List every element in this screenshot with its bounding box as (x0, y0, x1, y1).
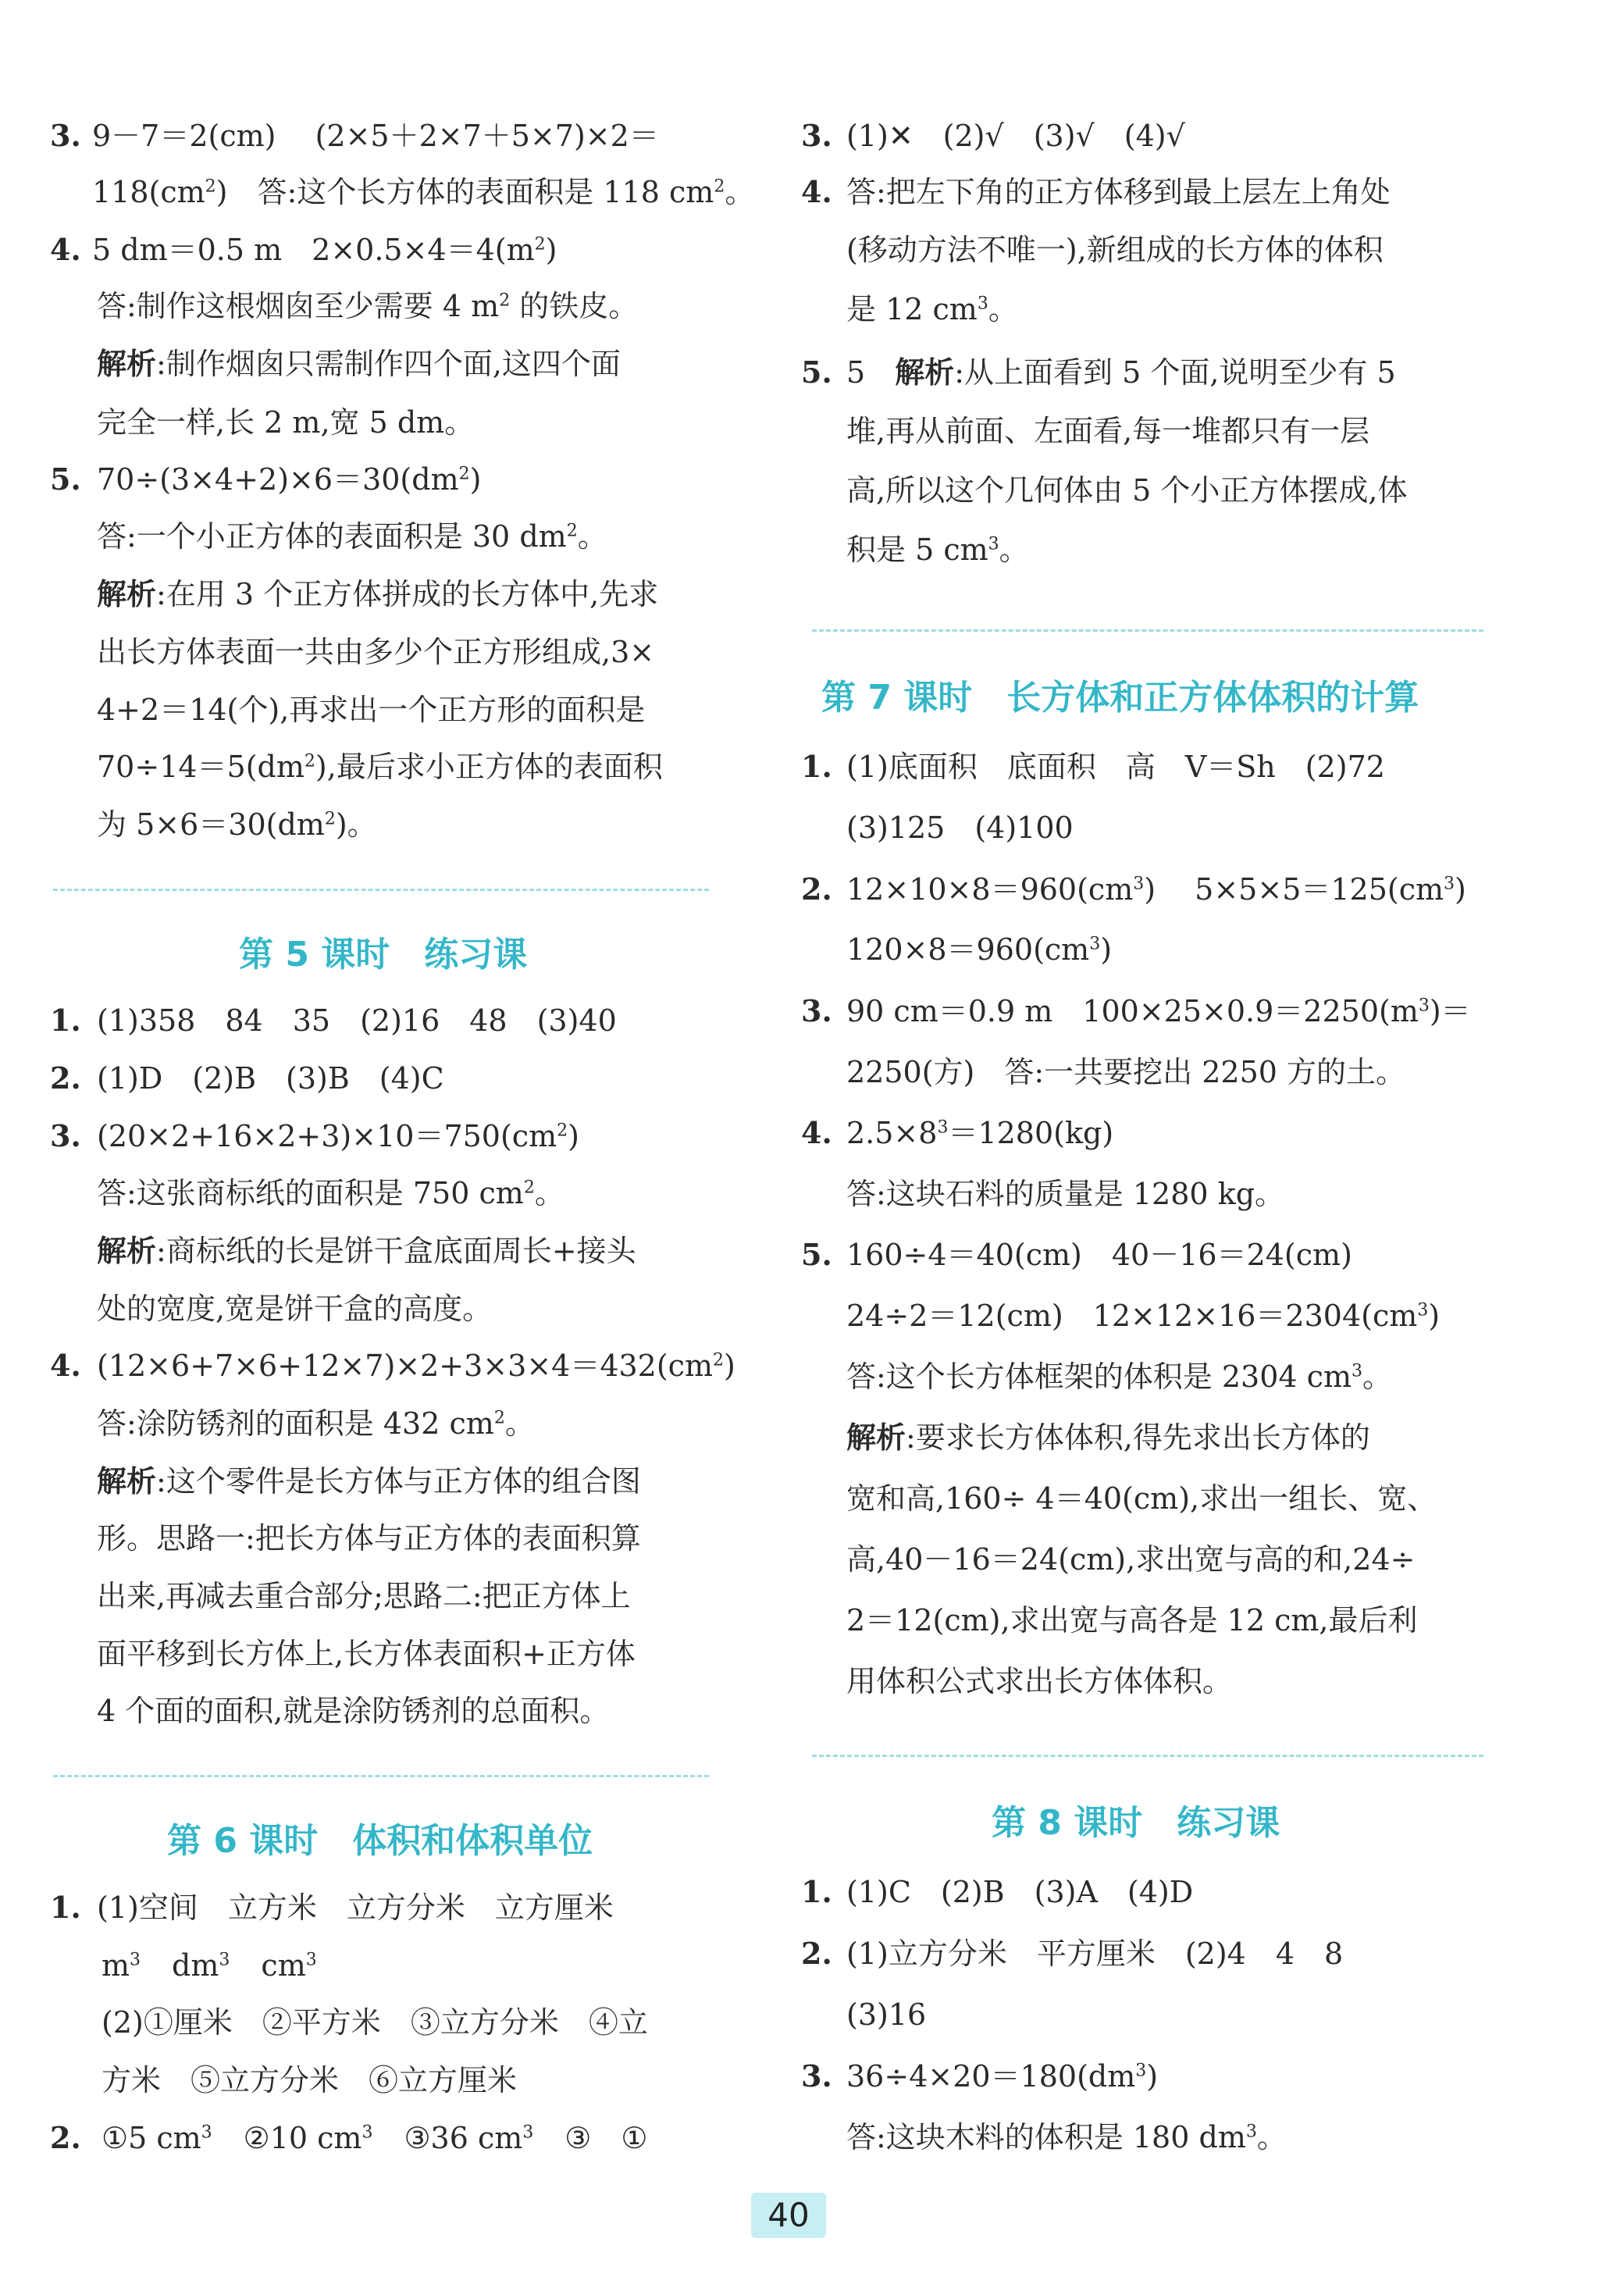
text-line: 5 dm＝0.5 m $2\times 0.5\times 4=4(m^2)$ (92, 233, 557, 267)
text-line: 为 $5\times 6=30(dm^2)$。 (97, 807, 377, 842)
analysis-label: 解析 (846, 1420, 906, 1455)
text-line: 处的宽度,宽是饼干盒的高度。 (97, 1292, 493, 1326)
item-number: 2. (801, 871, 832, 907)
section-divider (812, 629, 1483, 632)
text-line: (1)D (2)B (3)B (4)C (97, 1061, 444, 1096)
text-line: 答:这块石料的质量是 1280 kg。 (846, 1177, 1285, 1211)
text-line: (1)底面积 底面积 高 V＝Sh (2)72 (846, 750, 1385, 784)
lesson-heading: 第 8 课时 练习课 (992, 1803, 1280, 1843)
text-line: 积是 5 $cm^3$。 (846, 533, 1029, 567)
text-line: $m^3$ $dm^3$ $cm^3$ (102, 1948, 317, 1983)
analysis-label: 解析 (97, 577, 157, 611)
text-line: $12\times 10\times 8=960(cm^3)$ $5\times 5\times 5=125(cm^3)$ (846, 872, 1466, 907)
text-line: 答:这个长方体框架的体积是 2304 $cm^3$。 (846, 1360, 1393, 1394)
text-line: 5 解析:从上面看到 5 个面,说明至少有 5 (846, 355, 1396, 390)
text-line: 24÷2＝12(cm) $12\times 12\times 16=2304(cm^3)$ (846, 1299, 1441, 1333)
lesson-heading: 第 6 课时 体积和体积单位 (167, 1821, 593, 1861)
text-line: $2.5\times 8^3=1280(kg)$ (846, 1116, 1114, 1150)
text-line: (2)①厘米 ②平方米 ③立方分米 ④立 (102, 2005, 648, 2040)
item-number: 4. (801, 174, 832, 209)
lesson-heading: 第 7 课时 长方体和正方体体积的计算 (821, 678, 1419, 718)
text-line: (1)空间 立方米 立方分米 立方厘米 (97, 1890, 614, 1925)
item-number: 5. (801, 355, 832, 390)
text-line: 解析:要求长方体体积,得先求出长方体的 (846, 1420, 1370, 1455)
text-line: 出长方体表面一共由多少个正方形组成,3× (97, 635, 655, 669)
text-line: 答:涂防锈剂的面积是 432 $cm^2$。 (97, 1406, 535, 1441)
text-line: $(20\times 2+16\times 2+3)\times 10=750(cm^2)$ (97, 1119, 579, 1153)
text-line: 2＝12(cm),求出宽与高各是 12 cm,最后利 (846, 1603, 1418, 1637)
analysis-label: 解析 (97, 1464, 157, 1498)
text-line: 解析:制作烟囱只需制作四个面,这四个面 (97, 347, 621, 381)
text-line: 出来,再减去重合部分;思路二:把正方体上 (97, 1579, 631, 1613)
item-number: 1. (801, 749, 832, 784)
text-line: 2250(方) 答:一共要挖出 2250 方的土。 (846, 1055, 1406, 1089)
item-number: 4. (801, 1115, 832, 1150)
text-line: 4 个面的面积,就是涂防锈剂的总面积。 (97, 1694, 610, 1728)
item-number: 3. (801, 2058, 832, 2094)
text-line: 面平移到长方体上,长方体表面积+正方体 (97, 1637, 636, 1671)
text-line: 160÷4＝40(cm) 40－16＝24(cm) (846, 1238, 1352, 1272)
item-number: 5. (801, 1237, 832, 1272)
item-number: 1. (50, 1003, 81, 1038)
text-line: 解析:在用 3 个正方体拼成的长方体中,先求 (97, 577, 659, 611)
item-number: 3. (801, 993, 832, 1028)
section-divider (53, 1775, 709, 1777)
text-line: 4+2＝14(个),再求出一个正方形的面积是 (97, 693, 646, 727)
item-number: 2. (50, 2120, 81, 2155)
text-line: (1)358 84 35 (2)16 48 (3)40 (97, 1003, 617, 1038)
text-line: 答:一个小正方体的表面积是 30 $dm^2$。 (97, 519, 607, 554)
text-line: 完全一样,长 2 m,宽 5 dm。 (97, 405, 475, 440)
text-line: 9－7＝2(cm) (2×5＋2×7＋5×7)×2＝ (92, 119, 659, 153)
text-line: $118(cm^2)$ 答:这个长方体的表面积是 118 $cm^2$。 (92, 175, 755, 209)
text-line: 高,所以这个几何体由 5 个小正方体摆成,体 (846, 473, 1408, 508)
item-number: 3. (801, 118, 832, 153)
analysis-label: 解析 (97, 1234, 157, 1268)
text-line: ①5 $cm^3$ ②10 $cm^3$ ③36 $cm^3$ ③ ① (102, 2121, 648, 2155)
item-number: 3. (50, 1118, 81, 1153)
text-line: (1)✕ (2)√ (3)√ (4)√ (846, 119, 1185, 153)
item-number: 4. (50, 1348, 81, 1383)
item-number: 1. (801, 1874, 832, 1909)
text-line: $70\div 14=5(dm^2)$,最后求小正方体的表面积 (97, 750, 663, 784)
text-line: 答:制作这根烟囱至少需要 4 $m^2$ 的铁皮。 (97, 289, 639, 323)
item-number: 2. (801, 1936, 832, 1971)
text-line: 答:把左下角的正方体移到最上层左上角处 (846, 175, 1391, 209)
text-line: 解析:这个零件是长方体与正方体的组合图 (97, 1464, 641, 1498)
page-number: 40 (751, 2193, 826, 2238)
text-line: $(12\times 6+7\times 6+12\times 7)\times 2+3\times 3\times 4=432(cm^2)$ (97, 1349, 735, 1383)
text-line: (3)16 (846, 1997, 927, 2032)
text-line: 堆,再从前面、左面看,每一堆都只有一层 (846, 414, 1370, 448)
text-line: 方米 ⑤立方分米 ⑥立方厘米 (102, 2063, 518, 2097)
text-line: $70\div(3\times 4+2)\times 6=30(dm^2)$ (97, 462, 482, 497)
text-line: 解析:商标纸的长是饼干盒底面周长+接头 (97, 1234, 636, 1268)
text-line: 用体积公式求出长方体体积。 (846, 1664, 1233, 1698)
analysis-label: 解析 (97, 347, 157, 381)
text-line: 形。思路一:把长方体与正方体的表面积算 (97, 1521, 641, 1556)
text-line: 答:这张商标纸的面积是 750 $cm^2$。 (97, 1176, 564, 1210)
text-line: (1)立方分米 平方厘米 (2)4 4 8 (846, 1937, 1344, 1971)
item-number: 3. (50, 118, 81, 153)
lesson-heading: 第 5 课时 练习课 (239, 935, 528, 975)
text-line: (3)125 (4)100 (846, 811, 1074, 845)
text-line: (移动方法不唯一),新组成的长方体的体积 (846, 233, 1384, 267)
text-line: 答:这块木料的体积是 180 $dm^3$。 (846, 2120, 1287, 2154)
analysis-label: 解析 (895, 355, 955, 390)
text-line: 是 12 $cm^3$。 (846, 292, 1018, 326)
text-line: 高,40－16＝24(cm),求出宽与高的和,24÷ (846, 1542, 1416, 1577)
item-number: 1. (50, 1890, 81, 1925)
text-line: $36\div 4\times 20=180(dm^3)$ (846, 2059, 1159, 2094)
item-number: 4. (50, 232, 81, 267)
text-line: 宽和高,160÷ 4＝40(cm),求出一组长、宽、 (846, 1481, 1437, 1516)
section-divider (812, 1755, 1483, 1757)
text-line: (1)C (2)B (3)A (4)D (846, 1875, 1194, 1909)
item-number: 2. (50, 1060, 81, 1096)
section-divider (53, 889, 709, 891)
text-line: 90 cm＝0.9 m $100\times 25\times 0.9=2250(m^3)=$ (846, 994, 1471, 1028)
item-number: 5. (50, 461, 81, 497)
text-line: $120\times 8=960(cm^3)$ (846, 932, 1113, 967)
